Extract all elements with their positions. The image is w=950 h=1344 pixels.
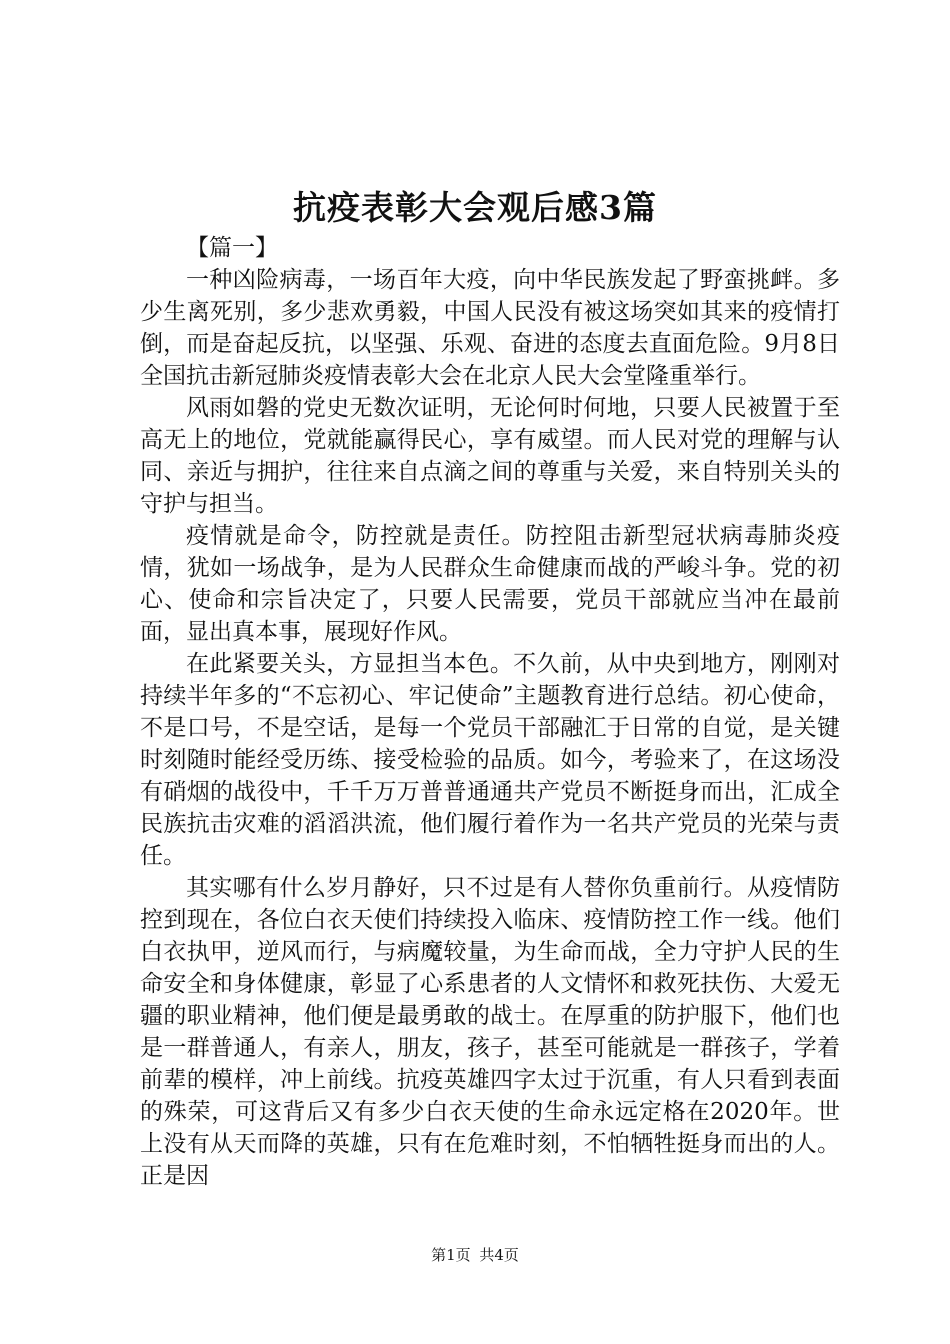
paragraph-2: 风雨如磐的党史无数次证明，无论何时何地，只要人民被置于至高无上的地位，党就能赢得民心，享有威望。而人民对党的理解与认同、亲近与拥护，往往来自点滴之间的尊重与关爱，来自特别关头的守护与担当。: [140, 395, 840, 517]
paragraph-1: 一种凶险病毒，一场百年大疫，向中华民族发起了野蛮挑衅。多少生离死别，多少悲欢勇毅，中国人民没有被这场突如其来的疫情打倒，而是奋起反抗，以坚强、乐观、奋进的态度去直面危险。9月8日全国抗击新冠肺炎疫情表彰大会在北京人民大会堂隆重举行。: [140, 267, 840, 389]
page-total: 共4页: [479, 1246, 519, 1264]
document-title: 抗疫表彰大会观后感3篇: [293, 188, 657, 227]
document-body: [140, 232, 840, 1192]
page-footer: [0, 1245, 950, 1265]
paragraph-5: 其实哪有什么岁月静好，只不过是有人替你负重前行。从疫情防控到现在，各位白衣天使们持续投入临床、疫情防控工作一线。他们白衣执甲，逆风而行，与病魔较量，为生命而战，全力守护人民的生命安全和身体健康，彰显了心系患者的人文情怀和救死扶伤、大爱无疆的职业精神，他们便是最勇敢的战士。在厚重的防护服下，他们也是一群普通人，有亲人，朋友，孩子，甚至可能就是一群孩子，学着前辈的模样，冲上前线。抗疫英雄四字太过于沉重，有人只看到表面的殊荣，可这背后又有多少白衣天使的生命永远定格在2020年。世上没有从天而降的英雄，只有在危难时刻，不怕牺牲挺身而出的人。正是因: [140, 875, 840, 1189]
section-label: 【篇一】: [186, 235, 278, 261]
page-number: 第1页: [431, 1246, 471, 1264]
paragraph-4: 在此紧要关头，方显担当本色。不久前，从中央到地方，刚刚对持续半年多的“不忘初心、牢记使命”主题教育进行总结。初心使命，不是口号，不是空话，是每一个党员干部融汇于日常的自觉，是关键时刻随时能经受历练、接受检验的品质。如今，考验来了，在这场没有硝烟的战役中，千千万万普普通通共产党员不断挺身而出，汇成全民族抗击灾难的滔滔洪流，他们履行着作为一名共产党员的光荣与责任。: [140, 651, 840, 869]
paragraph-3: 疫情就是命令，防控就是责任。防控阻击新型冠状病毒肺炎疫情，犹如一场战争，是为人民群众生命健康而战的严峻斗争。党的初心、使命和宗旨决定了，只要人民需要，党员干部就应当冲在最前面，显出真本事，展现好作风。: [140, 523, 840, 645]
